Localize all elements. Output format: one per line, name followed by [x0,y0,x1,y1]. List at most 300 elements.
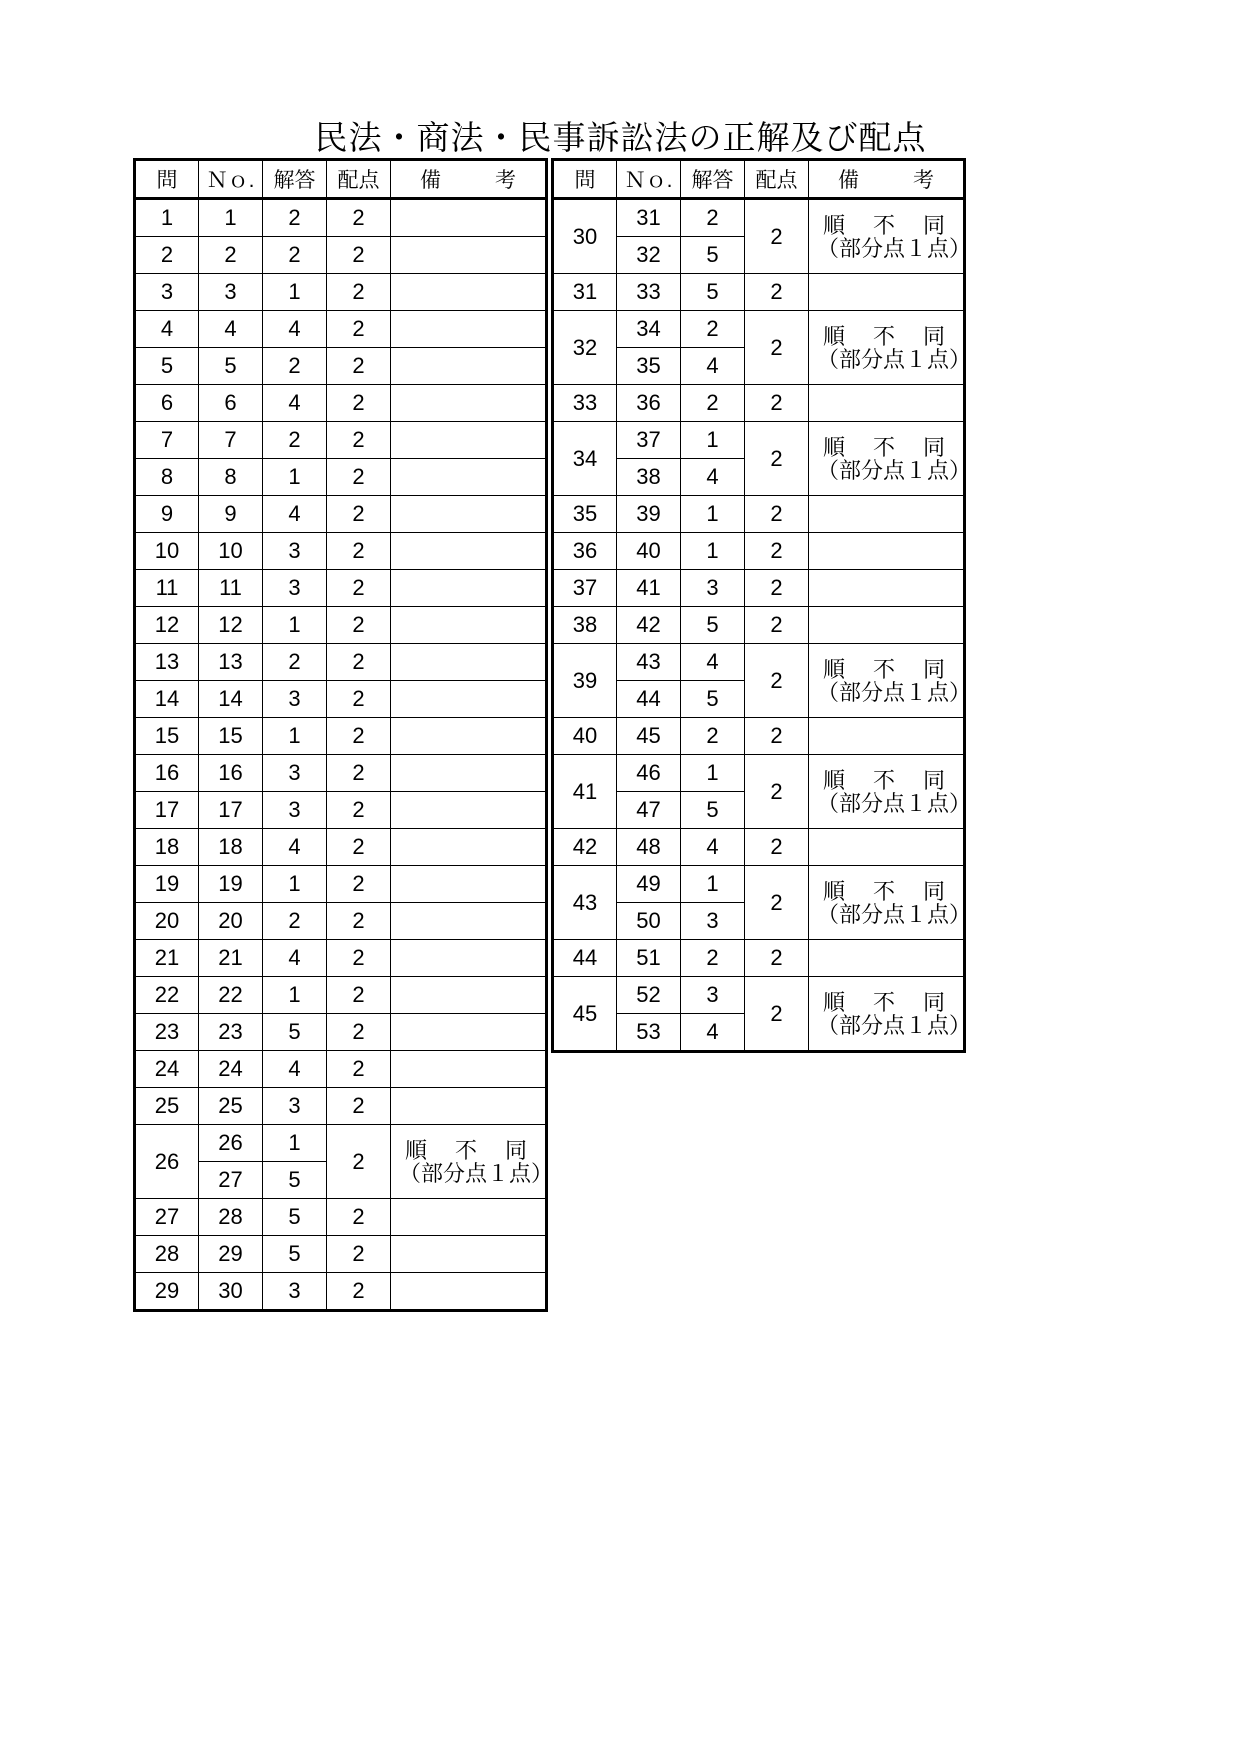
no-cell: 40 [617,533,681,570]
question-cell: 26 [135,1125,199,1199]
answer-cell: 1 [681,422,745,459]
note-cell [391,570,547,607]
no-cell: 28 [199,1199,263,1236]
no-cell: 1 [199,199,263,237]
question-cell: 22 [135,977,199,1014]
answer-cell: 4 [263,829,327,866]
question-cell: 29 [135,1273,199,1311]
points-cell: 2 [327,866,391,903]
answer-cell: 4 [263,311,327,348]
points-cell: 2 [745,829,809,866]
no-cell: 46 [617,755,681,792]
question-cell: 6 [135,385,199,422]
question-cell: 1 [135,199,199,237]
note-cell [809,644,972,718]
note-char: 同 [922,878,945,904]
left-table-body [135,199,554,1311]
points-cell: 2 [745,755,809,829]
table-row [553,718,965,755]
note-char: 順 [823,878,846,904]
header-note [809,160,965,199]
answer-cell: 1 [263,607,327,644]
no-cell: 52 [617,977,681,1014]
points-cell: 2 [327,199,391,237]
note-char: 順 [823,656,846,682]
answer-cell: 2 [681,199,745,237]
table-row [553,422,965,459]
table-row [135,1014,547,1051]
note-cell [391,681,547,718]
note-char: 同 [922,656,945,682]
note-cell [391,385,547,422]
header-note-a: 備 [838,169,859,192]
table-row [135,237,547,274]
header-no: Ｎｏ. [617,160,681,199]
table-row [135,644,547,681]
note-line-2: （部分点１点） [817,901,972,927]
answer-cell: 4 [263,496,327,533]
table-row [135,274,547,311]
question-cell: 34 [553,422,617,496]
answer-cell: 4 [681,829,745,866]
header-note-b: 考 [913,169,934,192]
note-line-1 [823,658,945,681]
question-cell: 10 [135,533,199,570]
points-cell: 2 [327,1051,391,1088]
question-cell: 4 [135,311,199,348]
table-row [135,940,547,977]
note-cell [809,829,965,866]
note-line-1 [405,1139,527,1162]
table-row [553,385,965,422]
points-cell: 2 [327,903,391,940]
question-cell: 28 [135,1236,199,1273]
answer-cell: 2 [681,311,745,348]
points-cell: 2 [327,792,391,829]
note-cell [391,977,547,1014]
no-cell: 43 [617,644,681,681]
note-line-1 [823,991,945,1014]
note-line-2: （部分点１点） [399,1160,554,1186]
note-cell [391,1199,547,1236]
table-row [553,496,965,533]
no-cell: 27 [199,1162,263,1199]
answer-table-right [551,158,972,1053]
note-cell [391,1236,547,1273]
table-row [135,533,547,570]
answer-cell: 3 [263,533,327,570]
note-cell [809,496,965,533]
question-cell: 24 [135,1051,199,1088]
table-row [553,533,965,570]
points-cell: 2 [327,311,391,348]
note-line-2: （部分点１点） [817,790,972,816]
header-question: 問 [553,160,617,199]
question-cell: 3 [135,274,199,311]
no-cell: 50 [617,903,681,940]
note-cell [391,496,547,533]
no-cell: 5 [199,348,263,385]
points-cell: 2 [327,237,391,274]
note-cell [809,718,965,755]
table-row [135,977,547,1014]
points-cell: 2 [327,829,391,866]
no-cell: 53 [617,1014,681,1052]
points-cell: 2 [327,644,391,681]
answer-cell: 1 [681,533,745,570]
note-cell [391,1125,554,1199]
question-cell: 43 [553,866,617,940]
answer-cell: 5 [681,237,745,274]
note-char: 順 [823,434,846,460]
table-header-row [135,160,547,199]
note-char: 不 [872,656,895,682]
no-cell: 18 [199,829,263,866]
table-row [135,829,547,866]
no-cell: 37 [617,422,681,459]
no-cell: 32 [617,237,681,274]
note-line-2: （部分点１点） [817,457,972,483]
note-cell [809,422,972,496]
no-cell: 39 [617,496,681,533]
question-cell: 42 [553,829,617,866]
question-cell: 27 [135,1199,199,1236]
table-row [135,718,547,755]
points-cell: 2 [745,718,809,755]
note-char: 不 [872,767,895,793]
points-cell: 2 [327,681,391,718]
note-cell [809,755,972,829]
answer-cell: 2 [263,199,327,237]
table-row [135,792,547,829]
note-char: 順 [405,1137,428,1163]
answer-cell: 3 [263,755,327,792]
points-cell: 2 [327,570,391,607]
header-points: 配点 [327,160,391,199]
no-cell: 14 [199,681,263,718]
answer-cell: 2 [263,903,327,940]
question-cell: 17 [135,792,199,829]
no-cell: 26 [199,1125,263,1162]
question-cell: 5 [135,348,199,385]
points-cell: 2 [745,866,809,940]
points-cell: 2 [327,977,391,1014]
header-question: 問 [135,160,199,199]
question-cell: 39 [553,644,617,718]
note-cell [391,1273,547,1311]
note-line-2: （部分点１点） [817,346,972,372]
answer-cell: 1 [263,459,327,496]
question-cell: 15 [135,718,199,755]
answer-cell: 4 [681,644,745,681]
points-cell: 2 [327,1273,391,1311]
answer-cell: 4 [681,348,745,385]
note-cell [809,311,972,385]
note-cell [809,274,965,311]
table-row [553,755,965,792]
note-cell [391,533,547,570]
points-cell: 2 [745,570,809,607]
answer-table-left [133,158,554,1312]
note-char: 不 [872,323,895,349]
no-cell: 17 [199,792,263,829]
table-row [135,570,547,607]
no-cell: 49 [617,866,681,903]
answer-cell: 3 [681,977,745,1014]
question-cell: 14 [135,681,199,718]
note-line-1 [823,214,945,237]
question-cell: 32 [553,311,617,385]
right-table-body [553,199,972,1052]
table-row [553,607,965,644]
note-char: 同 [922,434,945,460]
question-cell: 12 [135,607,199,644]
no-cell: 29 [199,1236,263,1273]
note-cell [391,422,547,459]
answer-cell: 5 [263,1236,327,1273]
table-row [135,1125,547,1162]
question-cell: 40 [553,718,617,755]
table-row [553,940,965,977]
points-cell: 2 [745,533,809,570]
note-line-1 [823,325,945,348]
points-cell: 2 [327,496,391,533]
answer-cell: 2 [263,422,327,459]
no-cell: 35 [617,348,681,385]
header-note-a: 備 [420,169,441,192]
note-cell [391,607,547,644]
answer-cell: 2 [263,644,327,681]
question-cell: 2 [135,237,199,274]
points-cell: 2 [745,199,809,274]
question-cell: 36 [553,533,617,570]
note-cell [809,385,965,422]
header-answer: 解答 [681,160,745,199]
note-char: 順 [823,989,846,1015]
answer-cell: 5 [681,274,745,311]
table-row [135,755,547,792]
points-cell: 2 [327,1236,391,1273]
note-cell [809,199,972,274]
answer-cell: 2 [263,348,327,385]
note-char: 順 [823,767,846,793]
no-cell: 2 [199,237,263,274]
no-cell: 9 [199,496,263,533]
header-note [391,160,547,199]
table-row [135,311,547,348]
table-row [135,496,547,533]
points-cell: 2 [745,940,809,977]
header-answer: 解答 [263,160,327,199]
no-cell: 3 [199,274,263,311]
points-cell: 2 [745,311,809,385]
question-cell: 38 [553,607,617,644]
question-cell: 20 [135,903,199,940]
note-cell [809,570,965,607]
note-cell [391,1088,547,1125]
answer-cell: 3 [263,681,327,718]
no-cell: 6 [199,385,263,422]
table-row [135,1088,547,1125]
header-points: 配点 [745,160,809,199]
note-cell [391,274,547,311]
no-cell: 30 [199,1273,263,1311]
note-cell [391,459,547,496]
note-line-2: （部分点１点） [817,1012,972,1038]
points-cell: 2 [745,644,809,718]
no-cell: 51 [617,940,681,977]
note-cell [809,533,965,570]
no-cell: 44 [617,681,681,718]
table-row [553,199,965,237]
table-row [135,422,547,459]
note-cell [809,866,972,940]
table-row [135,385,547,422]
table-row [135,199,547,237]
answer-cell: 3 [263,1088,327,1125]
points-cell: 2 [745,977,809,1052]
no-cell: 48 [617,829,681,866]
table-row [553,977,965,1014]
answer-cell: 1 [263,866,327,903]
question-cell: 44 [553,940,617,977]
note-cell [391,903,547,940]
table-row [135,607,547,644]
question-cell: 25 [135,1088,199,1125]
note-cell [391,718,547,755]
note-char: 同 [922,323,945,349]
answer-cell: 5 [263,1014,327,1051]
no-cell: 23 [199,1014,263,1051]
points-cell: 2 [327,533,391,570]
points-cell: 2 [327,718,391,755]
no-cell: 36 [617,385,681,422]
answer-cell: 2 [681,718,745,755]
no-cell: 42 [617,607,681,644]
points-cell: 2 [327,1199,391,1236]
note-line-1 [823,436,945,459]
header-note-b: 考 [495,169,516,192]
note-char: 不 [454,1137,477,1163]
points-cell: 2 [327,940,391,977]
question-cell: 45 [553,977,617,1052]
note-char: 同 [504,1137,527,1163]
no-cell: 22 [199,977,263,1014]
answer-cell: 5 [263,1162,327,1199]
no-cell: 15 [199,718,263,755]
note-line-2: （部分点１点） [817,235,972,261]
table-header-row [553,160,965,199]
note-cell [809,940,965,977]
answer-cell: 2 [681,385,745,422]
points-cell: 2 [327,1088,391,1125]
question-cell: 30 [553,199,617,274]
question-cell: 31 [553,274,617,311]
no-cell: 24 [199,1051,263,1088]
table-row [135,1199,547,1236]
no-cell: 7 [199,422,263,459]
question-cell: 18 [135,829,199,866]
question-cell: 33 [553,385,617,422]
answer-cell: 1 [263,718,327,755]
question-cell: 13 [135,644,199,681]
table-row [135,1236,547,1273]
no-cell: 21 [199,940,263,977]
table-row [135,866,547,903]
table-row [135,681,547,718]
question-cell: 19 [135,866,199,903]
answer-cell: 3 [263,1273,327,1311]
note-char: 不 [872,989,895,1015]
answer-cell: 3 [263,792,327,829]
points-cell: 2 [745,607,809,644]
table-row [553,866,965,903]
table-row [553,644,965,681]
table-row [135,1273,547,1311]
answer-cell: 4 [263,940,327,977]
note-cell [391,829,547,866]
note-char: 不 [872,434,895,460]
points-cell: 2 [745,274,809,311]
no-cell: 19 [199,866,263,903]
note-cell [809,607,965,644]
points-cell: 2 [327,274,391,311]
answer-cell: 5 [681,681,745,718]
note-cell [391,755,547,792]
answer-cell: 4 [263,1051,327,1088]
table-row [553,570,965,607]
answer-cell: 2 [681,940,745,977]
no-cell: 8 [199,459,263,496]
note-char: 不 [872,212,895,238]
answer-cell: 2 [263,237,327,274]
note-cell [391,644,547,681]
no-cell: 47 [617,792,681,829]
note-cell [391,199,547,237]
question-cell: 8 [135,459,199,496]
no-cell: 11 [199,570,263,607]
table-row [135,459,547,496]
question-cell: 11 [135,570,199,607]
answer-cell: 4 [681,1014,745,1052]
answer-cell: 5 [263,1199,327,1236]
table-row [553,311,965,348]
no-cell: 33 [617,274,681,311]
no-cell: 38 [617,459,681,496]
points-cell: 2 [327,459,391,496]
note-char: 順 [823,323,846,349]
answer-cell: 1 [681,866,745,903]
points-cell: 2 [327,422,391,459]
table-row [135,903,547,940]
note-char: 不 [872,878,895,904]
note-cell [391,792,547,829]
no-cell: 12 [199,607,263,644]
answer-cell: 5 [681,607,745,644]
points-cell: 2 [327,1014,391,1051]
table-row [553,829,965,866]
points-cell: 2 [745,385,809,422]
note-cell [391,237,547,274]
points-cell: 2 [327,1125,391,1199]
no-cell: 20 [199,903,263,940]
question-cell: 7 [135,422,199,459]
note-line-1 [823,769,945,792]
note-cell [391,348,547,385]
points-cell: 2 [327,607,391,644]
answer-cell: 4 [263,385,327,422]
note-cell [391,940,547,977]
